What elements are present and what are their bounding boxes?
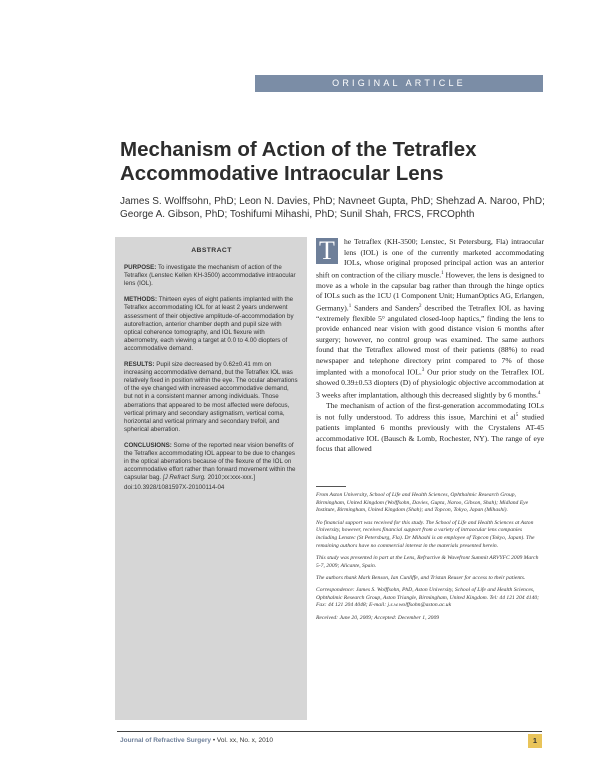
footnotes (316, 492, 544, 627)
page-footer (120, 737, 273, 744)
body-text: Our prior study on the Tetraflex IOL showed 0.39±0.53 diopters (D) of physiologic objective accommodation at 3 weeks after implantation, although this decreased slightly by 6 months. (316, 367, 544, 400)
section-banner: ORIGINAL ARTICLE (255, 75, 543, 92)
ref: 4 (537, 390, 541, 396)
body-paragraph-1 (316, 237, 544, 401)
abstract-results (124, 361, 299, 434)
abstract-heading: ABSTRACT (191, 247, 232, 254)
body-text: The mechanism of action of the first-generation accommodating IOLs is not fully understood. To address this issue, Marchini et al (316, 400, 544, 422)
body-text: Sanders and Sanders (351, 303, 420, 313)
purpose-label: PURPOSE: (124, 264, 157, 272)
ref: 3 (421, 368, 425, 374)
footnote-funding: No financial support was received for this study. The School of Life and Health Sciences at Aston University, however, receives financial support from a variety of intraocular lens companies including Lenstec (St Petersburg, Fla). Dr Mihashi is an employee of Topcon (Tokyo, Japan). The remaining authors have no commercial interest in the materials presented herein. (316, 519, 535, 549)
body-text: he Tetraflex (KH-3500; Lenstec, St Petersburg, Fla) intraocular lens (IOL) is one of the currently marketed accommodating IOLs, whose original proposed principal action was an anterior shift on contraction of the ciliary muscle. (316, 237, 544, 280)
abstract-conclusions (124, 442, 299, 482)
body-paragraph-2 (316, 401, 544, 455)
page-number: 1 (528, 734, 542, 748)
conclusions-text: Some of the reported near vision benefits of the Tetraflex accommodating IOL appear to be due to changes in the optical aberrations because of the flexure of the IOL on accommodative effort rather than forward movement within the capsular bag. (124, 441, 296, 482)
results-label: RESULTS: (124, 361, 155, 369)
abstract-box (115, 237, 307, 720)
article-title: Mechanism of Action of the Tetraflex Accommodative Intraocular Lens (120, 138, 477, 185)
body-text: However, the lens is designed to move as a whole in the capsular bag rather than through the hinge optics of IOLs such as the 1CU (1 Component Unit; HumanOptics AG, Erlangen, Germany). (316, 270, 544, 313)
doi: doi:10.3928/1081597X-20100114-04 (124, 484, 225, 492)
conclusions-label: CONCLUSIONS: (124, 441, 172, 449)
body-text: described the Tetraflex IOL as having “extremely flexible 5° angulated closed-loop haptics,” finding the lens to provide enhanced near vision with good distance vision 6 months after surgery; however, no control group was examined. The same authors found that the Tetraflex allowed most of their patients (88%) to read newspaper and telephone directory print compared to 7% of those implanted with a monofocal IOL. (316, 303, 544, 377)
footnote-correspondence: Correspondence: James S. Wolffsohn, PhD, Aston University, School of Life and Health Sciences, Ophthalmic Research Group, Aston Triangle, Birmingham, United Kingdom. Tel: 44 121 204 4140; Fax: 44 121 204 4048; E-mail: j.s.w.wolffsohn@aston.ac.uk (316, 587, 540, 609)
author-list: James S. Wolffsohn, PhD; Leon N. Davies, PhD; Navneet Gupta, PhD; Shehzad A. Naroo, PhD; George A. Gibson, PhD; Toshifumi Mihashi, PhD; Sunil Shah, FRCS, FRCOphth (120, 196, 545, 220)
ref: 5 (515, 413, 519, 419)
footnote-rule (316, 486, 346, 487)
footnote-dates: Received: June 20, 2009; Accepted: December 1, 2009 (316, 614, 440, 621)
methods-text: Thirteen eyes of eight patients implanted with the Tetraflex accommodating IOL for at least 2 years underwent assessment of their objective amplitude-of-accommodation by autorefraction, anterior chamber depth and pupil size with optical coherence tomography, and IOL flexure with aberrometry, each viewing a target at 0.0 to 4.00 diopters of accommodative demand. (124, 296, 294, 352)
ref: 2 (419, 303, 422, 309)
ref: 1 (441, 270, 444, 276)
body-text: studied patients implanted 6 months previously with the Crystalens AT-45 accommodative IOL (Bausch & Lomb, Rochester, NY). The range of eye focus that allowed (316, 412, 544, 454)
abstract-purpose (124, 264, 299, 288)
methods-label: METHODS: (124, 296, 157, 304)
abstract-methods (124, 296, 299, 353)
drop-cap: T (316, 238, 338, 264)
footnote-presentation: This study was presented in part at the Lens, Refractive & Wavefront Summit ARVYFC 2009 March 5-7, 2009; Alicante, Spain. (316, 554, 539, 569)
citation-journal: [J Refract Surg. (162, 474, 206, 482)
footer-rule (117, 731, 542, 732)
body-column (316, 237, 544, 455)
footer-volume: • Vol. xx, No. x, 2010 (212, 737, 273, 744)
citation-rest: 2010;xx:xxx-xxx.] (207, 474, 256, 482)
purpose-text: To investigate the mechanism of action of the Tetraflex (Lenstec Kellen KH-3500) accommodative intraocular lens (IOL). (124, 264, 296, 288)
results-text: Pupil size decreased by 0.62±0.41 mm on increasing accommodative demand, but the Tetraflex IOL was relatively fixed in position within the eye. The ocular aberrations of the eye changed with increased accommodative demand, but not in a consistent manner among individuals. Those aberrations that appeared to be most affected were defocus, vertical primary and secondary astigmatism, vertical coma, horizontal and vertical primary and secondary trefoil, and spherical aberration. (124, 361, 298, 433)
footer-journal: Journal of Refractive Surgery (120, 737, 212, 744)
ref: 1 (348, 303, 352, 309)
footnote-affiliation: From Aston University, School of Life and Health Sciences, Ophthalmic Research Group, Birmingham, United Kingdom (Wolffsohn, Davies, Gupta, Naroo, Gibson, Shah); Midland Eye Institute, Birmingham, United Kingdom (Shah); and Topcon, Tokyo, Japan (Mihashi). (316, 492, 529, 514)
footnote-acknowledgement: The authors thank Mark Benson, Ian Cunliffe, and Tristan Reuser for access to their patients. (316, 574, 526, 581)
